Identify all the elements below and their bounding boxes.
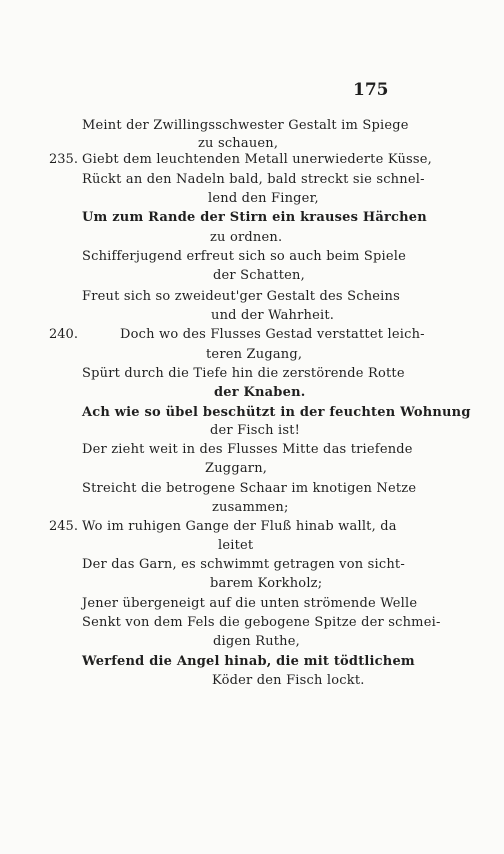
poem-line-continuation: barem Korkholz; [210, 576, 323, 591]
poem-line-continuation: Zuggarn, [205, 461, 268, 476]
poem-line-continuation: und der Wahrheit. [211, 308, 335, 323]
poem-line: Freut sich so zweideut'ger Gestalt des Scheins [82, 289, 400, 304]
poem-line: Giebt dem leuchtenden Metall unerwiederte Küsse, [82, 152, 432, 167]
poem-line: Senkt von dem Fels die gebogene Spitze der schmei- [82, 615, 441, 630]
poem-line: Meint der Zwillingsschwester Gestalt im Spiege [82, 118, 409, 133]
poem-line: Wo im ruhigen Gange der Fluß hinab wallt, da [82, 519, 397, 534]
poem-line: Spürt durch die Tiefe hin die zerstörende Rotte [82, 366, 405, 381]
poem-line-continuation: der Schatten, [213, 268, 305, 283]
verse-number-235: 235. [49, 152, 78, 167]
poem-line-continuation: zu ordnen. [210, 230, 283, 245]
poem-line-continuation: digen Ruthe, [213, 634, 300, 649]
poem-line-continuation: der Fisch ist! [210, 423, 301, 438]
poem-line-continuation: Köder den Fisch lockt. [212, 673, 365, 688]
poem-line-continuation: der Knaben. [214, 385, 306, 400]
poem-line: Ach wie so übel beschützt in der feuchten Wohnung [82, 405, 471, 420]
poem-line: Streicht die betrogene Schaar im knotigen Netze [82, 481, 417, 496]
poem-line-continuation: zu schauen, [198, 136, 279, 151]
poem-line: Um zum Rande der Stirn ein krauses Härchen [82, 210, 427, 225]
poem-line-continuation: teren Zugang, [206, 347, 303, 362]
poem-line-continuation: lend den Finger, [208, 191, 319, 206]
poem-line: Der das Garn, es schwimmt getragen von sicht- [82, 557, 405, 572]
verse-number-245: 245. [49, 519, 78, 534]
page-number: 175 [353, 80, 389, 100]
poem-line: Schifferjugend erfreut sich so auch beim Spiele [82, 249, 406, 264]
poem-line: Doch wo des Flusses Gestad verstattet leich- [120, 327, 425, 342]
poem-line: Der zieht weit in des Flusses Mitte das triefende [82, 442, 413, 457]
poem-line-continuation: leitet [218, 538, 254, 553]
poem-line: Werfend die Angel hinab, die mit tödtlichem [82, 654, 415, 669]
poem-line: Rückt an den Nadeln bald, bald streckt sie schnel- [82, 172, 425, 187]
poem-line-continuation: zusammen; [212, 500, 289, 515]
poem-line: Jener übergeneigt auf die unten strömende Welle [82, 596, 418, 611]
verse-number-240: 240. [49, 327, 78, 342]
